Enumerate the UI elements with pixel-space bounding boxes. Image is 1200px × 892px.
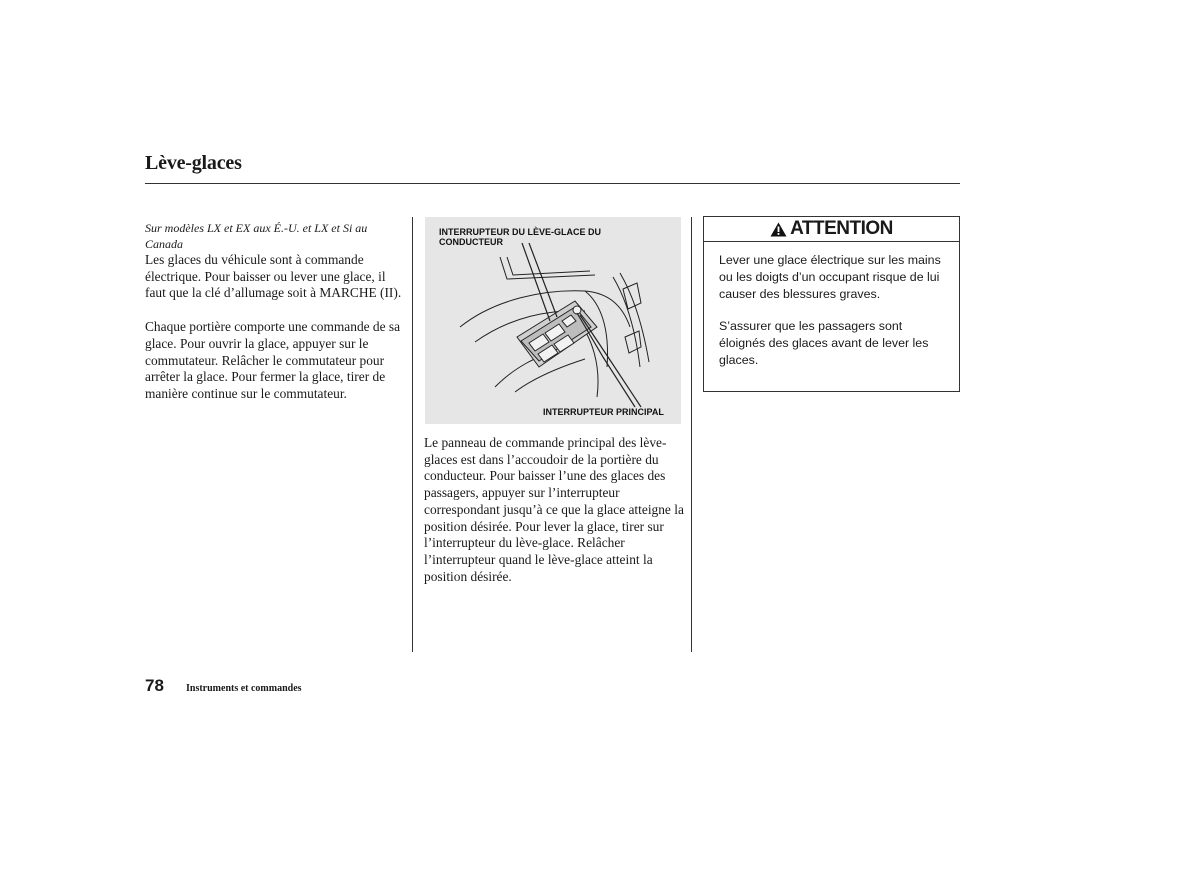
door-control-paragraph: Chaque portière comporte une commande de sa glace. Pour ouvrir la glace, appuyer sur le commutateur. Relâcher le commutateur pour arrêter la glace. Pour fermer la glace, tirer de manière continue sur le commutateur. [145, 319, 401, 401]
attention-title: ATTENTION [790, 218, 893, 239]
attention-passengers-paragraph: S’assurer que les passagers sont éloignés des glaces avant de lever les glaces. [719, 319, 929, 367]
left-column [145, 220, 403, 403]
page-title: Lève-glaces [145, 152, 242, 174]
middle-column [424, 435, 684, 585]
warning-triangle-icon [770, 222, 787, 237]
main-switch-label: INTERRUPTEUR PRINCIPAL [543, 407, 664, 417]
column-divider-right [691, 217, 692, 652]
attention-box [703, 216, 960, 392]
door-switch-illustration [425, 217, 681, 424]
page-number: 78 [145, 676, 164, 695]
model-subtitle: Sur modèles LX et EX aux É.-U. et LX et Si au Canada [145, 221, 368, 251]
title-divider [145, 183, 960, 184]
attention-header [704, 217, 959, 242]
door-panel-drawing [425, 217, 681, 424]
intro-paragraph: Les glaces du véhicule sont à commande électrique. Pour baisser ou lever une glace, il faut que la clé d’allumage soit à MARCHE (II). [145, 252, 402, 301]
attention-injury-paragraph: Lever une glace électrique sur les mains ou les doigts d’un occupant risque de lui causer des blessures graves. [719, 253, 941, 301]
driver-switch-label: INTERRUPTEUR DU LÈVE-GLACE DU CONDUCTEUR [439, 227, 602, 247]
column-divider-left [412, 217, 413, 652]
main-panel-paragraph: Le panneau de commande principal des lève-glaces est dans l’accoudoir de la portière du conducteur. Pour baisser l’une des glaces des passagers, appuyer sur l’interrupteur correspondant jusqu’à ce que la glace atteigne la position désirée. Pour lever la glace, tirer sur l’interrupteur du lève-glace. Relâcher l’interrupteur quand le lève-glace atteint la position désirée. [424, 435, 684, 584]
section-name: Instruments et commandes [186, 683, 302, 694]
